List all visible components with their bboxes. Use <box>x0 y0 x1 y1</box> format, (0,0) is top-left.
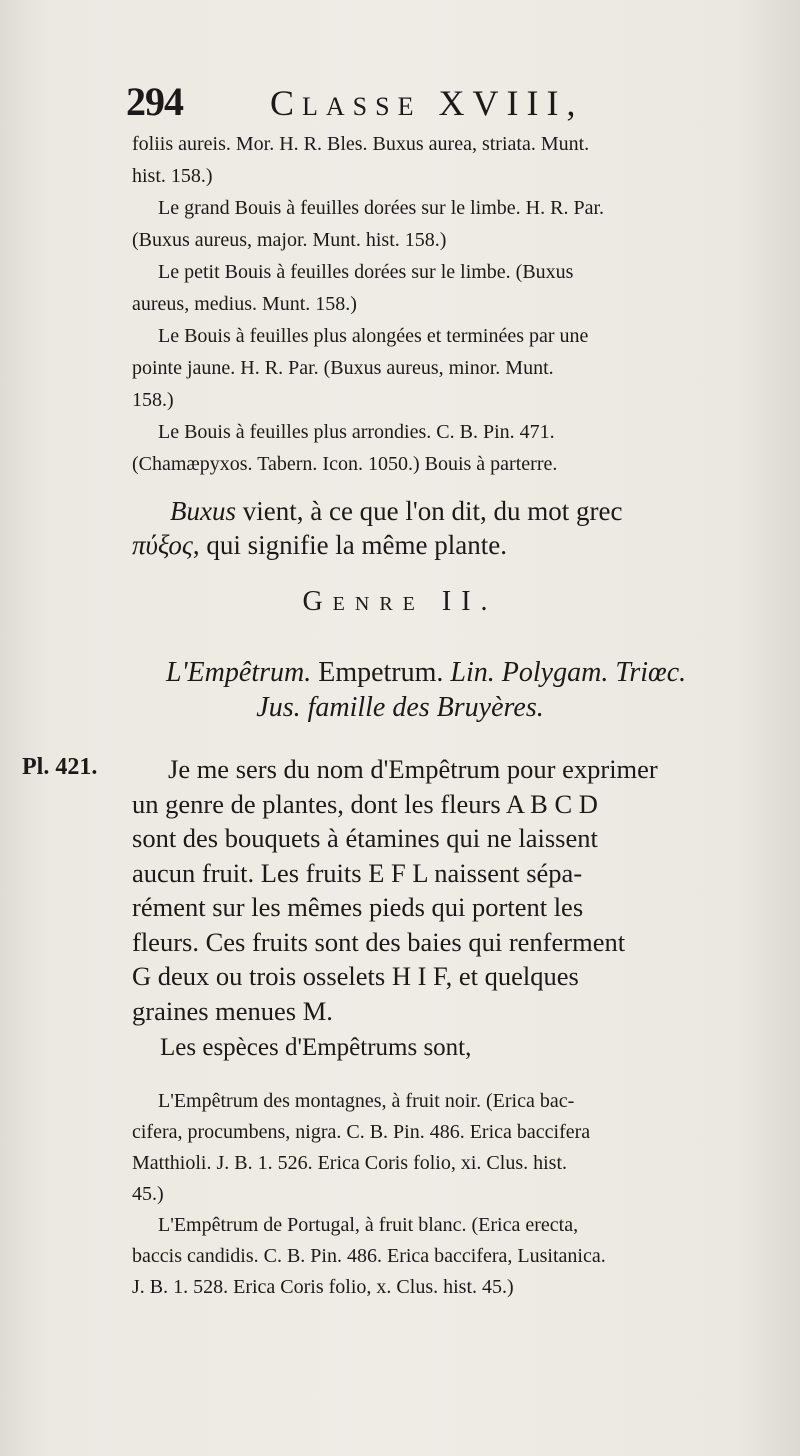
species-entry-line: Matthioli. J. B. 1. 526. Erica Coris folio, xi. Clus. hist. <box>132 1152 567 1174</box>
genus-name-italic: L'Empêtrum. <box>166 657 312 688</box>
running-head-classe: LASSE <box>302 92 422 121</box>
genus-title <box>166 656 766 690</box>
buxus-etymology <box>132 494 768 562</box>
species-entry-line: J. B. 1. 528. Erica Coris folio, x. Clus. hist. 45.) <box>132 1276 514 1298</box>
description-line: aucun fruit. Les fruits E F L naissent sépa- <box>132 857 583 888</box>
description-line: sont des bouquets à étamines qui ne laissent <box>132 823 598 853</box>
variety-entry-line: Le Bouis à feuilles plus arrondies. C. B. Pin. 471. <box>158 421 555 443</box>
linnaeus-ref: Lin. <box>443 657 495 688</box>
variety-entry-line: Le grand Bouis à feuilles dorées sur le limbe. H. R. Par. <box>158 197 605 219</box>
description-line: graines menues M. <box>132 995 333 1026</box>
genre-numeral: II. <box>441 586 498 617</box>
variety-entry-line: Le Bouis à feuilles plus alongées et terminées par une <box>158 325 589 347</box>
species-entry-line: cifera, procumbens, nigra. C. B. Pin. 486. Erica baccifera <box>132 1121 591 1143</box>
species-entry-line: baccis candidis. C. B. Pin. 486. Erica baccifera, Lusitanica. <box>132 1245 606 1267</box>
description-line: un genre de plantes, dont les fleurs A B C D <box>132 788 598 819</box>
running-head <box>270 82 583 124</box>
linnaeus-class: Polygam. Triœc. <box>494 657 687 688</box>
variety-entry-line: 158.) <box>132 389 174 411</box>
genus-family: Jus. famille des Bruyères. <box>256 692 544 723</box>
plate-reference: Pl. 421. <box>22 754 98 780</box>
text-line: foliis aureis. Mor. H. R. Bles. Buxus aurea, striata. Munt. <box>132 133 590 155</box>
text-line: hist. 158.) <box>132 165 213 187</box>
description-line: Je me sers du nom d'Empêtrum pour exprimer <box>168 754 658 784</box>
species-entry-line: 45.) <box>132 1183 164 1205</box>
genre-word: ENRE <box>332 593 425 615</box>
variety-entry-line: pointe jaune. H. R. Par. (Buxus aureus, minor. Munt. <box>132 357 554 379</box>
buxus-word: Buxus <box>170 496 236 526</box>
etymology-line-2 <box>132 528 768 562</box>
description-line: fleurs. Ces fruits sont des baies qui renferment <box>132 926 626 957</box>
variety-entry-line: (Buxus aureus, major. Munt. hist. 158.) <box>132 229 447 251</box>
genre-initial: G <box>302 586 333 617</box>
variety-entry-line: Le petit Bouis à feuilles dorées sur le limbe. (Buxus <box>158 261 574 283</box>
variety-entry-line: (Chamæpyxos. Tabern. Icon. 1050.) Bouis à parterre. <box>132 453 558 475</box>
running-head-initial: C <box>270 83 303 123</box>
genus-description <box>132 752 768 1028</box>
page-header <box>126 78 766 128</box>
species-entry-line: L'Empêtrum de Portugal, à fruit blanc. (Erica erecta, <box>158 1214 579 1236</box>
buxus-varieties <box>132 128 768 480</box>
genus-name-latin: Empetrum. <box>311 657 444 688</box>
etymology-text: vient, à ce que l'on dit, du mot grec <box>235 496 623 526</box>
page-number: 294 <box>126 79 183 124</box>
description-line: G deux ou trois osselets H I F, et quelques <box>132 961 579 991</box>
variety-entry-line: aureus, medius. Munt. 158.) <box>132 293 357 315</box>
etymology-text: , qui signifie la même plante. <box>192 530 507 560</box>
greek-word: πύξος <box>132 530 193 560</box>
running-head-numeral: XVIII, <box>438 83 584 123</box>
genre-heading <box>0 586 800 618</box>
species-list <box>132 1086 768 1303</box>
species-entry-line: L'Empêtrum des montagnes, à fruit noir. (Erica bac- <box>158 1090 575 1112</box>
etymology-line-1 <box>132 494 768 528</box>
species-heading: Les espèces d'Empêtrums sont, <box>160 1034 472 1061</box>
description-line: rément sur les mêmes pieds qui portent les <box>132 892 584 922</box>
